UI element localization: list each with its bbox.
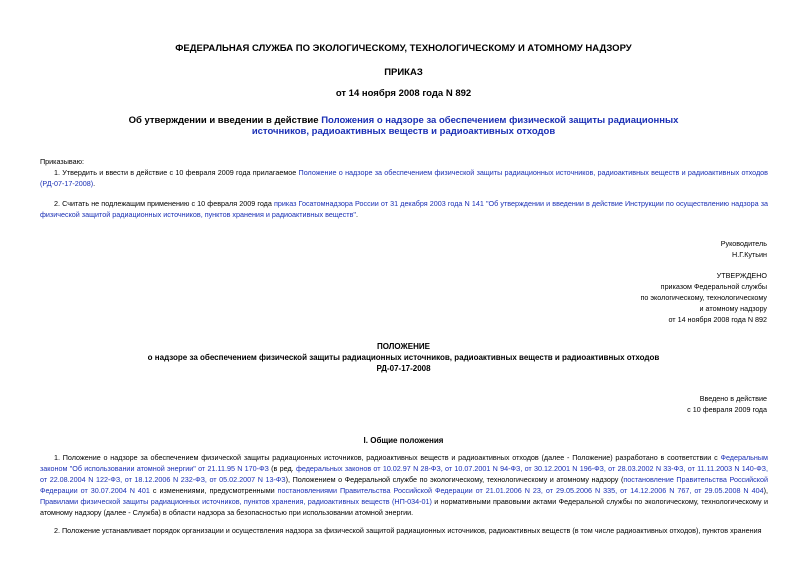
title-link[interactable]: Положения о надзоре за обеспечением физической защиты радиационных источников, радиоактивных веществ и радиоактивных отходов xyxy=(251,115,679,137)
p1-text-f: и нормативными правовыми актами Федеральной службы по экологическому, технологическому и атомному надзору (далее - Служба) в области надзора за безопасностью при использовании атомной энергии. xyxy=(40,497,768,517)
p1-text-d: с изменениями, предусмотренными xyxy=(149,486,278,495)
order-item-1 xyxy=(40,167,768,189)
agency-name: ФЕДЕРАЛЬНАЯ СЛУЖБА ПО ЭКОЛОГИЧЕСКОМУ, ТЕХНОЛОГИЧЕСКОМУ И АТОМНОМУ НАДЗОРУ xyxy=(175,43,632,54)
approval-line-5: от 14 ноября 2008 года N 892 xyxy=(668,315,767,324)
item1-suffix: . xyxy=(93,179,96,188)
item2-text: 2. Считать не подлежащим применению с 10 февраля 2009 года xyxy=(54,199,274,208)
signature-position: Руководитель xyxy=(720,239,767,248)
order-intro: Приказываю: xyxy=(40,157,84,166)
p1-link-decrees[interactable]: постановлениями Правительства Российской Федерации от 21.01.2006 N 23, от 29.05.2006 N 335, от 14.12.2006 N 767, от 29.05.2008 N 404 xyxy=(277,486,764,495)
title-prefix: Об утверждении и введении в действие xyxy=(128,115,322,126)
p1-link-amendments[interactable]: федеральных законов от 10.02.97 N 28-ФЗ, от 10.07.2001 N 94-ФЗ, от 30.12.2001 N 196-ФЗ, от 28.03.2002 N 33-ФЗ, от 11.11.2003 N 140-ФЗ, от 22.08.2004 N 122-ФЗ, от 18.12.2006 N 232-ФЗ, от 05.02.2007 N 13-ФЗ xyxy=(40,464,768,484)
approval-line-3: по экологическому, технологическому xyxy=(640,293,767,302)
regulation-subtitle: о надзоре за обеспечением физической защиты радиационных источников, радиоактивных веществ и радиоактивных отходов xyxy=(147,353,660,362)
paragraph-2 xyxy=(40,525,768,536)
approval-line-1: УТВЕРЖДЕНО xyxy=(716,271,767,280)
p1-text-c: ), Положением о Федеральной службе по экологическому, технологическому и атомному надзору ( xyxy=(285,475,624,484)
order-date-number: от 14 ноября 2008 года N 892 xyxy=(335,88,472,99)
signature-name: Н.Г.Кутьин xyxy=(732,250,767,259)
section-heading: I. Общие положения xyxy=(363,436,444,445)
regulation-code: РД-07-17-2008 xyxy=(376,364,431,373)
paragraph-1 xyxy=(40,452,768,518)
effective-line-1: Введено в действие xyxy=(699,394,767,403)
p1-text-e: ), xyxy=(763,486,768,495)
regulation-title: ПОЛОЖЕНИЕ xyxy=(377,342,430,351)
p1-link-law[interactable]: Федеральным законом "Об использовании атомной энергии" от 21.11.95 N 170-ФЗ xyxy=(40,453,768,473)
item1-text: 1. Утвердить и ввести в действие с 10 февраля 2009 года прилагаемое xyxy=(54,168,299,177)
p1-text-b: (в ред. xyxy=(268,464,296,473)
p2-text: 2. Положение устанавливает порядок организации и осуществления надзора за физической защитой радиационных источников, радиоактивных веществ (в том числе радиоактивных отходов), пунктов хранения xyxy=(54,526,762,535)
item1-link[interactable]: Положение о надзоре за обеспечением физической защиты радиационных источников, радиоактивных веществ и радиоактивных отходов (РД-07-17-2008) xyxy=(40,168,768,188)
p1-link-decree[interactable]: постановление Правительства Российской Федерации от 30.07.2004 N 401 xyxy=(40,475,769,495)
item2-suffix: . xyxy=(355,210,358,219)
order-title xyxy=(100,115,707,137)
approval-line-4: и атомному надзору xyxy=(699,304,767,313)
effective-line-2: с 10 февраля 2009 года xyxy=(687,405,767,414)
approval-line-2: приказом Федеральной службы xyxy=(660,282,767,291)
doc-type: ПРИКАЗ xyxy=(384,67,423,78)
p1-link-rules[interactable]: Правилами физической защиты радиационных источников, пунктов хранения, радиоактивных веществ (НП-034-01) xyxy=(40,497,432,506)
item2-link[interactable]: приказ Госатомнадзора России от 31 декабря 2003 года N 141 "Об утверждении и введении в действие Инструкции по осуществлению надзора за физической защитой радиационных источников, пунктов хранения и радиоактивных веществ" xyxy=(40,199,768,219)
order-item-2 xyxy=(40,198,768,220)
p1-text-a: 1. Положение о надзоре за обеспечением физической защиты радиационных источников, радиоактивных веществ и радиоактивных отходов (далее - Положение) разработано в соответствии с xyxy=(54,453,721,462)
